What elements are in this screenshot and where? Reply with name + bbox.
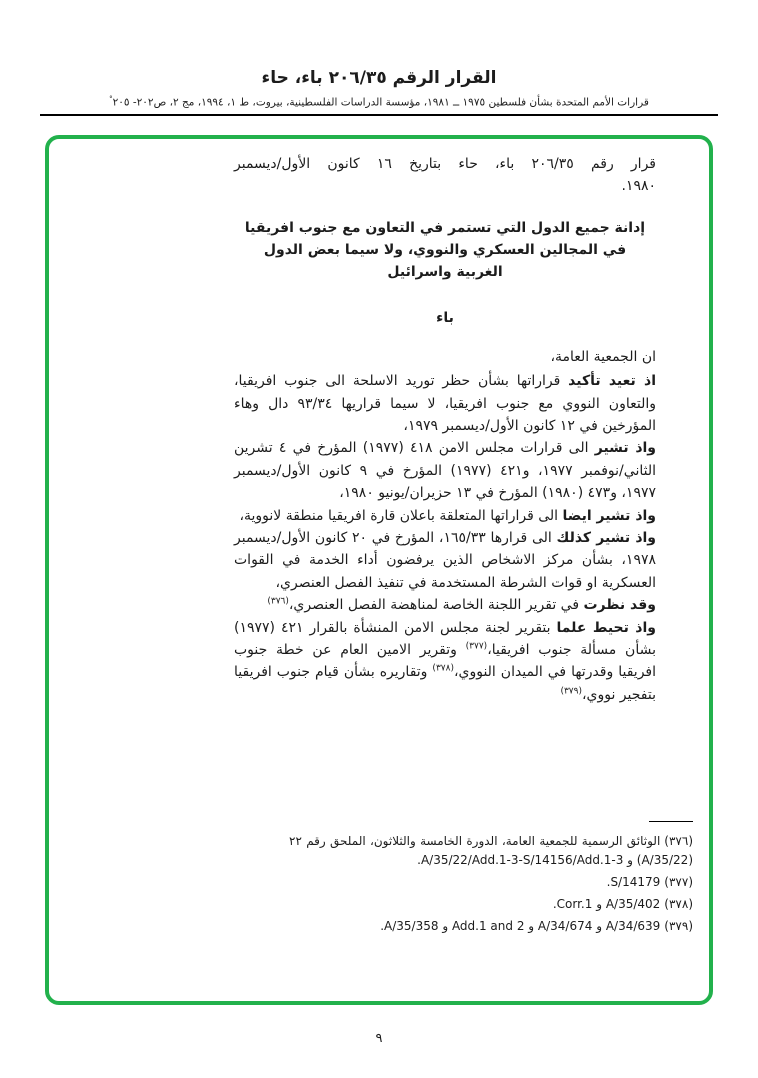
footnote-text: A/35/402 و Corr.1. xyxy=(552,896,661,911)
footnote xyxy=(289,895,693,914)
source-citation-mark: ° xyxy=(109,95,113,103)
preamble-paragraph: واذ تحيط علما بتقرير لجنة مجلس الامن المنشأة بالقرار ٤٢١ (١٩٧٧) بشأن مسألة جنوب افريقيا،$^{(٣٧٧)}$ وتقرير الامين العام عن خطة جنوب افريقيا وقدرتها في الميدان النووي،$^{(٣٧٨)}$ وتقاريره بشأن قيام جنوب افريقيا بتفجير نووي،$^{(٣٧٩)}$ xyxy=(234,619,656,703)
source-citation-text: قرارات الأمم المتحدة بشأن فلسطين ١٩٧٥ ــ ١٩٨١، مؤسسة الدراسات الفلسطينية، بيروت، ط ١، ١٩٩٤، مج ٢، ص٢٠٢- ٢٠٥ xyxy=(112,96,649,109)
footnote-number: (٣٧٦) xyxy=(664,833,693,848)
preamble-paragraph: وقد نظرت في تقرير اللجنة الخاصة لمناهضة الفصل العنصري،$^{(٣٧٦)}$ xyxy=(267,596,656,614)
header-divider xyxy=(40,114,718,116)
resolution-body xyxy=(234,153,656,707)
resolution-title-line: إدانة جميع الدول التي تستمر في التعاون مع جنوب افريقيا xyxy=(244,220,646,237)
resolution-title xyxy=(234,217,656,283)
resolution-title-line: الغربية واسرائيل xyxy=(387,264,503,281)
resolution-intro: قرار رقم ٢٠٦/٣٥ باء، حاء بتاريخ ١٦ كانون الأول/ديسمبر ١٩٨٠. xyxy=(234,155,656,194)
page-number: ٩ xyxy=(375,1030,383,1046)
footnote-text: الوثائق الرسمية للجمعية العامة، الدورة الخامسة والثلاثون، الملحق رقم ٢٢ (A/35/22) و A/35/22/Add.1-3-S/14156/Add.1-3. xyxy=(289,833,693,867)
footnote-text: S/14179. xyxy=(606,874,661,889)
footnote xyxy=(289,832,693,870)
source-citation xyxy=(40,95,718,109)
footnote xyxy=(289,873,693,892)
section-letter: باء xyxy=(436,310,454,327)
footnote-text: A/34/639 و A/34/674 و Add.1 and 2 و A/35/358. xyxy=(380,918,661,933)
preamble-opening: ان الجمعية العامة، xyxy=(550,348,656,365)
footnote-number: (٣٧٩) xyxy=(664,918,693,933)
footnote-number: (٣٧٧) xyxy=(664,874,693,889)
preamble-paragraph: واذ تشير ايضا الى قراراتها المتعلقة باعلان قارة افريقيا منطقة لانووية، xyxy=(239,507,656,524)
page-header xyxy=(40,0,718,116)
preamble-paragraph: اذ تعيد تأكيد قراراتها بشأن حظر توريد الاسلحة الى جنوب افريقيا، والتعاون النووي مع جنوب افريقيا، لا سيما قراريها ٩٣/٣٤ دال وهاء المؤرخين في ١٢ كانون الأول/ديسمبر ١٩٧٩، xyxy=(234,373,656,434)
footnotes-section xyxy=(289,821,693,939)
resolution-title-line: في المجالين العسكري والنووي، ولا سيما بعض الدول xyxy=(263,242,627,259)
resolution-frame xyxy=(45,135,713,1005)
document-heading: القرار الرقم ٢٠٦/٣٥ باء، حاء xyxy=(261,68,497,88)
footnote xyxy=(289,917,693,936)
preamble-paragraph: واذ تشير الى قرارات مجلس الامن ٤١٨ (١٩٧٧) المؤرخ في ٤ تشرين الثاني/نوفمبر ١٩٧٧، و٤٢١ (١٩٧٧) المؤرخ في ٩ كانون الأول/ديسمبر ١٩٧٧، و٤٧٣ (١٩٨٠) المؤرخ في ١٣ حزيران/يونيو ١٩٨٠، xyxy=(234,440,656,502)
preamble-paragraph: واذ تشير كذلك الى قرارها ١٦٥/٣٣، المؤرخ في ٢٠ كانون الأول/ديسمبر ١٩٧٨، بشأن مركز الاشخاص الذين يرفضون أداء الخدمة في القوات العسكرية او قوات الشرطة المستخدمة في تنفيذ الفصل العنصري، xyxy=(234,529,657,591)
footnote-separator xyxy=(649,821,693,822)
footnote-number: (٣٧٨) xyxy=(664,896,693,911)
